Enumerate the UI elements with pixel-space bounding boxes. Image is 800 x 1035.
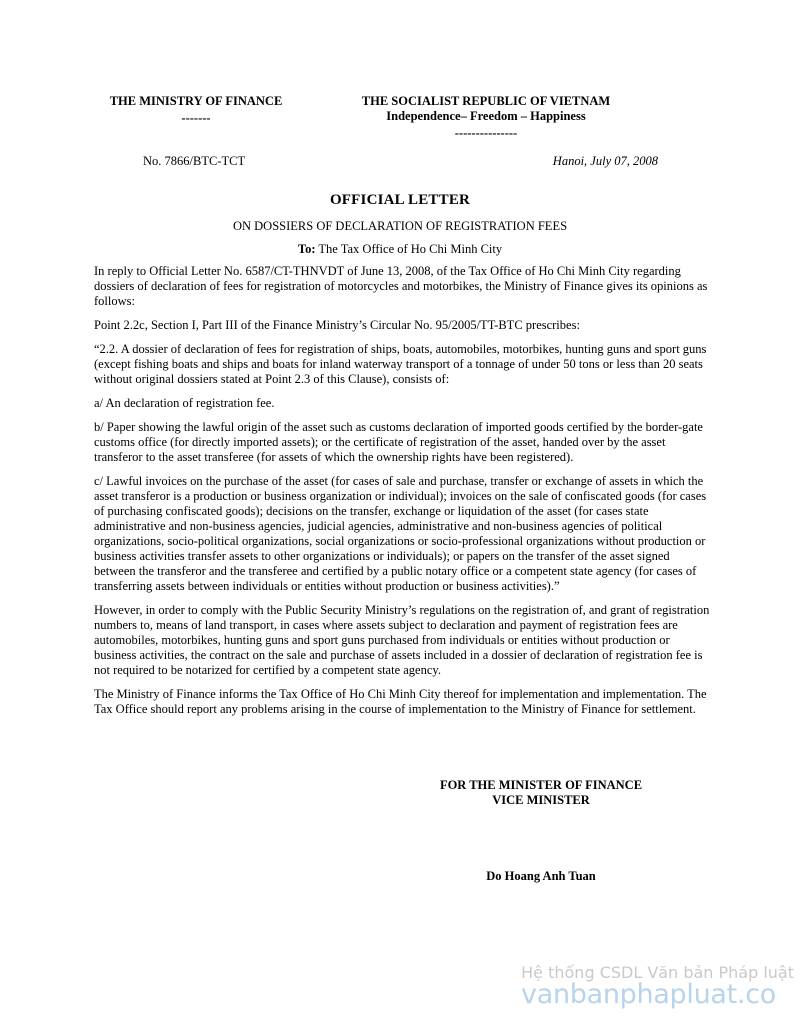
body-paragraph: c/ Lawful invoices on the purchase of the asset (for cases of sale and purchase, transfer or exchange of assets in which the asset transferor is a production or business organization or individual); invoices on the sale of confiscated goods (for cases of purchasing confiscated goods); decisions on the transfer, exchange or liquidation of the asset (for cases state administrative and non-business agencies, judicial agencies, administrative and non-business agencies of political organizations, socio-political organizations, social organizations or socio-professional organizations without production or business activities transfer assets to other organizations or individuals); or papers on the transfer of the asset signed between the transferor and the transferee and certified by a public notary office or a competent state agency (for cases of transferring assets between individuals or entities without production or business activities).”	[94, 474, 707, 593]
national-title: THE SOCIALIST REPUBLIC OF VIETNAM	[361, 94, 611, 108]
national-title-block	[336, 94, 636, 141]
body-paragraph: However, in order to comply with the Public Security Ministry’s regulations on the registration of, and grant of registration numbers to, means of land transport, in cases where assets subject to declaration and payment of registration fees are automobiles, motorbikes, hunting guns and sport guns purchased from individuals or entities without production or business activities, the contract on the sale and purchase of assets included in a dossier of declaration of registration fee is not required to be notarized for certified by a competent state agency.	[94, 603, 710, 677]
issuing-agency-divider: -------	[181, 111, 211, 125]
national-motto: Independence– Freedom – Happiness	[386, 109, 586, 123]
document-subtitle: ON DOSSIERS OF DECLARATION OF REGISTRATION FEES	[232, 219, 568, 233]
recipient-prefix: To:	[297, 242, 316, 256]
signature-block	[386, 778, 696, 808]
body-paragraph: a/ An declaration of registration fee.	[94, 396, 275, 410]
document-number: No. 7866/BTC-TCT	[143, 154, 246, 168]
recipient-line	[0, 242, 800, 257]
issuing-agency-name: THE MINISTRY OF FINANCE	[109, 94, 283, 108]
document-date: Hanoi, July 07, 2008	[552, 154, 658, 168]
watermark-caption: Hệ thống CSDL Văn bản Pháp luật	[521, 963, 794, 982]
body-paragraph: b/ Paper showing the lawful origin of the asset such as customs declaration of imported goods certified by the border-gate customs office (for directly imported assets); or the certificate of registration of the asset, handed over by the asset transferor to the asset transferee (for assets of which the ownership rights have been registered).	[94, 420, 703, 464]
recipient-name: The Tax Office of Ho Chi Minh City	[315, 242, 503, 256]
body-paragraph: Point 2.2c, Section I, Part III of the Finance Ministry’s Circular No. 95/2005/TT-BTC prescribes:	[94, 318, 580, 332]
signer-name: Do Hoang Anh Tuan	[486, 869, 596, 883]
national-title-divider: ---------------	[454, 126, 518, 140]
issuing-agency-block	[96, 94, 296, 126]
signature-position: VICE MINISTER	[492, 793, 590, 807]
letter-body	[94, 264, 714, 726]
body-paragraph: “2.2. A dossier of declaration of fees for registration of ships, boats, automobiles, motorbikes, hunting guns and sport guns (except fishing boats and ships and boats for inland waterway transport of a tonnage of under 50 tons or less than 20 seats without original dossiers stated at Point 2.3 of this Clause), consists of:	[94, 342, 707, 386]
watermark-site: vanbanphapluat.co	[521, 979, 776, 1010]
signature-authority: FOR THE MINISTER OF FINANCE	[439, 778, 643, 792]
body-paragraph: In reply to Official Letter No. 6587/CT-THNVDT of June 13, 2008, of the Tax Office of Ho Chi Minh City regarding dossiers of declaration of fees for registration of motorcycles and motorbikes, the Ministry of Finance gives its opinions as follows:	[94, 264, 708, 308]
document-title: OFFICIAL LETTER	[329, 192, 471, 208]
body-paragraph: The Ministry of Finance informs the Tax Office of Ho Chi Minh City thereof for implementation and implementation. The Tax Office should report any problems arising in the course of implementation to the Ministry of Finance for settlement.	[94, 687, 707, 716]
